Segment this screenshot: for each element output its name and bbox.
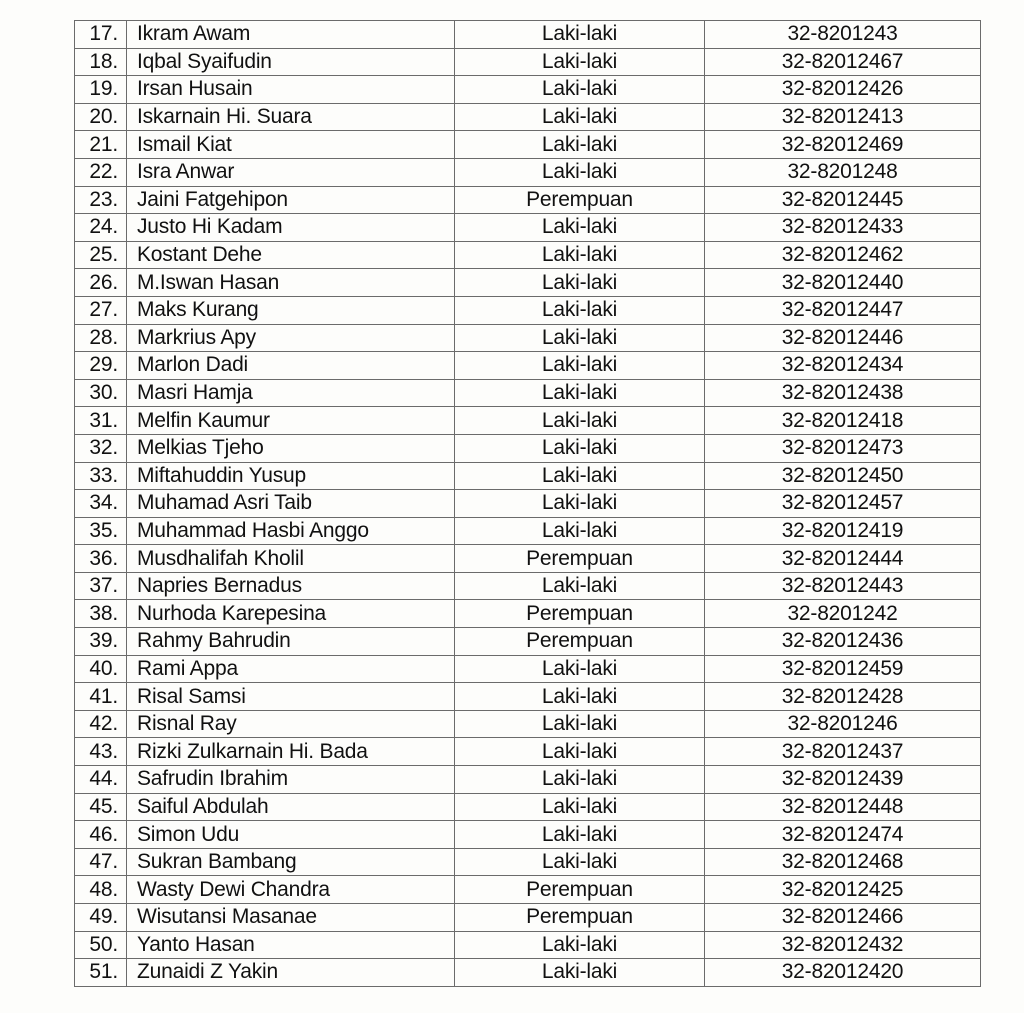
id-number: 32-82012418 bbox=[705, 407, 981, 435]
id-number: 32-82012445 bbox=[705, 186, 981, 214]
row-number: 32. bbox=[75, 434, 127, 462]
row-number: 36. bbox=[75, 545, 127, 573]
id-number: 32-82012466 bbox=[705, 904, 981, 932]
id-number: 32-82012469 bbox=[705, 131, 981, 159]
row-number: 38. bbox=[75, 600, 127, 628]
id-number: 32-82012468 bbox=[705, 848, 981, 876]
gender-cell: Laki-laki bbox=[455, 572, 705, 600]
roster-table-body bbox=[75, 21, 981, 987]
person-name: Wisutansi Masanae bbox=[127, 904, 455, 932]
id-number: 32-82012425 bbox=[705, 876, 981, 904]
person-name: Wasty Dewi Chandra bbox=[127, 876, 455, 904]
row-number: 19. bbox=[75, 76, 127, 104]
id-number: 32-82012467 bbox=[705, 48, 981, 76]
table-row bbox=[75, 103, 981, 131]
table-row bbox=[75, 848, 981, 876]
row-number: 35. bbox=[75, 517, 127, 545]
gender-cell: Laki-laki bbox=[455, 48, 705, 76]
gender-cell: Laki-laki bbox=[455, 462, 705, 490]
table-row bbox=[75, 269, 981, 297]
id-number: 32-82012419 bbox=[705, 517, 981, 545]
gender-cell: Laki-laki bbox=[455, 296, 705, 324]
table-row bbox=[75, 600, 981, 628]
row-number: 49. bbox=[75, 904, 127, 932]
table-row bbox=[75, 931, 981, 959]
person-name: Marlon Dadi bbox=[127, 352, 455, 380]
id-number: 32-82012450 bbox=[705, 462, 981, 490]
gender-cell: Laki-laki bbox=[455, 710, 705, 738]
gender-cell: Perempuan bbox=[455, 876, 705, 904]
row-number: 21. bbox=[75, 131, 127, 159]
table-row bbox=[75, 904, 981, 932]
row-number: 30. bbox=[75, 379, 127, 407]
id-number: 32-82012457 bbox=[705, 490, 981, 518]
id-number: 32-82012437 bbox=[705, 738, 981, 766]
row-number: 24. bbox=[75, 214, 127, 242]
gender-cell: Laki-laki bbox=[455, 131, 705, 159]
table-row bbox=[75, 241, 981, 269]
table-row bbox=[75, 158, 981, 186]
gender-cell: Laki-laki bbox=[455, 103, 705, 131]
table-row bbox=[75, 434, 981, 462]
table-row bbox=[75, 324, 981, 352]
roster-table bbox=[74, 20, 981, 987]
gender-cell: Laki-laki bbox=[455, 517, 705, 545]
row-number: 33. bbox=[75, 462, 127, 490]
person-name: Sukran Bambang bbox=[127, 848, 455, 876]
row-number: 17. bbox=[75, 21, 127, 49]
person-name: Maks Kurang bbox=[127, 296, 455, 324]
table-row bbox=[75, 959, 981, 987]
gender-cell: Laki-laki bbox=[455, 379, 705, 407]
table-row bbox=[75, 186, 981, 214]
row-number: 40. bbox=[75, 655, 127, 683]
table-row bbox=[75, 628, 981, 656]
gender-cell: Perempuan bbox=[455, 904, 705, 932]
table-row bbox=[75, 710, 981, 738]
table-row bbox=[75, 876, 981, 904]
person-name: Yanto Hasan bbox=[127, 931, 455, 959]
id-number: 32-82012434 bbox=[705, 352, 981, 380]
gender-cell: Laki-laki bbox=[455, 158, 705, 186]
id-number: 32-82012474 bbox=[705, 821, 981, 849]
person-name: Rahmy Bahrudin bbox=[127, 628, 455, 656]
person-name: Melfin Kaumur bbox=[127, 407, 455, 435]
gender-cell: Perempuan bbox=[455, 545, 705, 573]
person-name: M.Iswan Hasan bbox=[127, 269, 455, 297]
row-number: 43. bbox=[75, 738, 127, 766]
gender-cell: Laki-laki bbox=[455, 821, 705, 849]
id-number: 32-82012432 bbox=[705, 931, 981, 959]
person-name: Risnal Ray bbox=[127, 710, 455, 738]
gender-cell: Laki-laki bbox=[455, 324, 705, 352]
gender-cell: Laki-laki bbox=[455, 959, 705, 987]
row-number: 48. bbox=[75, 876, 127, 904]
table-row bbox=[75, 379, 981, 407]
row-number: 41. bbox=[75, 683, 127, 711]
gender-cell: Perempuan bbox=[455, 628, 705, 656]
id-number: 32-82012440 bbox=[705, 269, 981, 297]
person-name: Musdhalifah Kholil bbox=[127, 545, 455, 573]
table-row bbox=[75, 21, 981, 49]
gender-cell: Perempuan bbox=[455, 186, 705, 214]
gender-cell: Laki-laki bbox=[455, 848, 705, 876]
row-number: 27. bbox=[75, 296, 127, 324]
person-name: Jaini Fatgehipon bbox=[127, 186, 455, 214]
gender-cell: Laki-laki bbox=[455, 21, 705, 49]
person-name: Miftahuddin Yusup bbox=[127, 462, 455, 490]
id-number: 32-82012459 bbox=[705, 655, 981, 683]
table-row bbox=[75, 683, 981, 711]
person-name: Masri Hamja bbox=[127, 379, 455, 407]
gender-cell: Laki-laki bbox=[455, 655, 705, 683]
person-name: Safrudin Ibrahim bbox=[127, 766, 455, 794]
gender-cell: Laki-laki bbox=[455, 269, 705, 297]
id-number: 32-82012428 bbox=[705, 683, 981, 711]
gender-cell: Laki-laki bbox=[455, 766, 705, 794]
row-number: 45. bbox=[75, 793, 127, 821]
table-row bbox=[75, 793, 981, 821]
id-number: 32-82012473 bbox=[705, 434, 981, 462]
row-number: 22. bbox=[75, 158, 127, 186]
gender-cell: Laki-laki bbox=[455, 490, 705, 518]
table-row bbox=[75, 296, 981, 324]
person-name: Rami Appa bbox=[127, 655, 455, 683]
table-row bbox=[75, 572, 981, 600]
gender-cell: Laki-laki bbox=[455, 407, 705, 435]
person-name: Muhammad Hasbi Anggo bbox=[127, 517, 455, 545]
person-name: Ismail Kiat bbox=[127, 131, 455, 159]
row-number: 46. bbox=[75, 821, 127, 849]
row-number: 39. bbox=[75, 628, 127, 656]
id-number: 32-82012444 bbox=[705, 545, 981, 573]
id-number: 32-82012436 bbox=[705, 628, 981, 656]
row-number: 26. bbox=[75, 269, 127, 297]
person-name: Risal Samsi bbox=[127, 683, 455, 711]
id-number: 32-82012426 bbox=[705, 76, 981, 104]
row-number: 37. bbox=[75, 572, 127, 600]
row-number: 47. bbox=[75, 848, 127, 876]
row-number: 44. bbox=[75, 766, 127, 794]
row-number: 25. bbox=[75, 241, 127, 269]
table-row bbox=[75, 76, 981, 104]
person-name: Saiful Abdulah bbox=[127, 793, 455, 821]
person-name: Simon Udu bbox=[127, 821, 455, 849]
id-number: 32-82012433 bbox=[705, 214, 981, 242]
table-row bbox=[75, 517, 981, 545]
id-number: 32-82012462 bbox=[705, 241, 981, 269]
row-number: 50. bbox=[75, 931, 127, 959]
gender-cell: Laki-laki bbox=[455, 683, 705, 711]
id-number: 32-82012420 bbox=[705, 959, 981, 987]
gender-cell: Laki-laki bbox=[455, 434, 705, 462]
table-row bbox=[75, 48, 981, 76]
table-row bbox=[75, 462, 981, 490]
row-number: 28. bbox=[75, 324, 127, 352]
table-row bbox=[75, 352, 981, 380]
gender-cell: Laki-laki bbox=[455, 76, 705, 104]
gender-cell: Laki-laki bbox=[455, 793, 705, 821]
id-number: 32-82012413 bbox=[705, 103, 981, 131]
row-number: 42. bbox=[75, 710, 127, 738]
id-number: 32-8201248 bbox=[705, 158, 981, 186]
table-row bbox=[75, 738, 981, 766]
row-number: 20. bbox=[75, 103, 127, 131]
person-name: Kostant Dehe bbox=[127, 241, 455, 269]
id-number: 32-82012439 bbox=[705, 766, 981, 794]
row-number: 18. bbox=[75, 48, 127, 76]
person-name: Iskarnain Hi. Suara bbox=[127, 103, 455, 131]
person-name: Nurhoda Karepesina bbox=[127, 600, 455, 628]
row-number: 29. bbox=[75, 352, 127, 380]
table-row bbox=[75, 821, 981, 849]
person-name: Rizki Zulkarnain Hi. Bada bbox=[127, 738, 455, 766]
id-number: 32-82012447 bbox=[705, 296, 981, 324]
row-number: 34. bbox=[75, 490, 127, 518]
person-name: Ikram Awam bbox=[127, 21, 455, 49]
id-number: 32-82012446 bbox=[705, 324, 981, 352]
row-number: 31. bbox=[75, 407, 127, 435]
person-name: Melkias Tjeho bbox=[127, 434, 455, 462]
person-name: Irsan Husain bbox=[127, 76, 455, 104]
id-number: 32-8201243 bbox=[705, 21, 981, 49]
person-name: Markrius Apy bbox=[127, 324, 455, 352]
table-row bbox=[75, 766, 981, 794]
gender-cell: Laki-laki bbox=[455, 738, 705, 766]
person-name: Muhamad Asri Taib bbox=[127, 490, 455, 518]
table-row bbox=[75, 545, 981, 573]
id-number: 32-8201242 bbox=[705, 600, 981, 628]
gender-cell: Laki-laki bbox=[455, 352, 705, 380]
id-number: 32-82012438 bbox=[705, 379, 981, 407]
id-number: 32-8201246 bbox=[705, 710, 981, 738]
table-row bbox=[75, 131, 981, 159]
person-name: Isra Anwar bbox=[127, 158, 455, 186]
row-number: 23. bbox=[75, 186, 127, 214]
table-row bbox=[75, 655, 981, 683]
person-name: Napries Bernadus bbox=[127, 572, 455, 600]
table-row bbox=[75, 490, 981, 518]
table-row bbox=[75, 407, 981, 435]
person-name: Justo Hi Kadam bbox=[127, 214, 455, 242]
gender-cell: Laki-laki bbox=[455, 931, 705, 959]
row-number: 51. bbox=[75, 959, 127, 987]
gender-cell: Perempuan bbox=[455, 600, 705, 628]
gender-cell: Laki-laki bbox=[455, 241, 705, 269]
gender-cell: Laki-laki bbox=[455, 214, 705, 242]
id-number: 32-82012443 bbox=[705, 572, 981, 600]
id-number: 32-82012448 bbox=[705, 793, 981, 821]
person-name: Zunaidi Z Yakin bbox=[127, 959, 455, 987]
person-name: Iqbal Syaifudin bbox=[127, 48, 455, 76]
table-row bbox=[75, 214, 981, 242]
